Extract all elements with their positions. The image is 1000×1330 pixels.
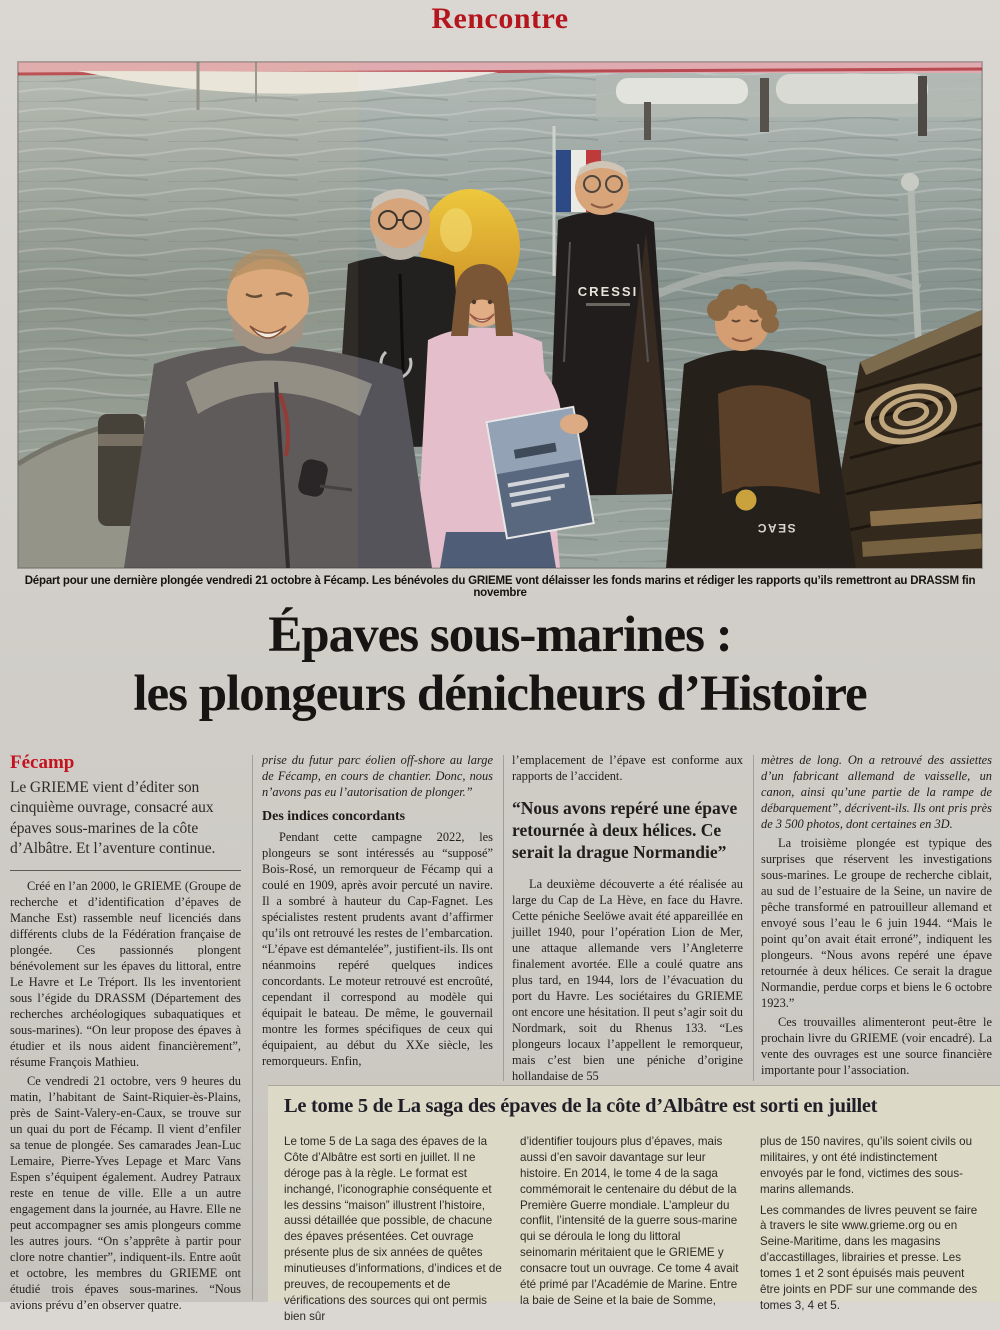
paragraph: Les commandes de livres peuvent se faire à travers le site www.grieme.org ou en Seine-Maritime, dans les magasins d’accastillages, librairies et presse. Les tomes 1 et 2 sont épuisés mais peuvent être joints en PDF sur une commande des tomes 3, 4 et 5. (760, 1203, 978, 1312)
paragraph: d’identifier toujours plus d’épaves, mais aussi d’en savoir davantage sur leur histoire. En 2014, le tome 4 de la saga commémorait le centenaire du début de la Première Guerre mondiale. L’ampleur du conflit, l’intensité de la guerre sous-marine qui se déroula le long du littoral seinomarin méritaient que le GRIEME y consacre tout un ouvrage. Ce tome 4 avait été primé par l’Académie de Marine. Entre la baie de Seine et la baie de Somme, (520, 1135, 739, 1307)
paragraph: Le tome 5 de La saga des épaves de la Côte d’Albâtre est sorti en juillet. Il ne déroge pas à la règle. Le format est inchangé, l’iconographie conséquente et les dessins “maison” illustrent l’histoire, aussi détaillée que possible, de chacune des épaves présentées. Cet ouvrage présente plus de six années de quêtes minutieuses d’informations, d’indices et de preuves, de recoupements et de vérifications des sources qui ont permis bien sûr (284, 1135, 502, 1323)
wetsuit-brand-seac: SEAC (756, 521, 796, 535)
article-column-3 (512, 752, 743, 1087)
article-column-1 (10, 752, 241, 1316)
photo-illustration (18, 62, 982, 568)
article-column-4 (761, 752, 992, 1081)
article-column-2 (262, 752, 493, 1072)
headline-line-2: les plongeurs dénicheurs d’Histoire (133, 666, 867, 723)
column-separator (252, 755, 253, 1300)
box-column-3 (760, 1134, 980, 1319)
paragraph: La troisième plongée est typique des surprises que réservent les investigations sous-marines. Le groupe de recherche ciblait, au sud de l’estuaire de la Seine, un navire de pêche transformé en patrouilleur allemand et envoyé sous l’eau le 6 juin 1944. “Mais le point qu’on avait était erroné”, indiquent les plongeurs. “Nous avons repéré une épave retournée à deux hélices. Ce serait la drague Normandie, perdue corps et biens le 6 octobre 1923.” (761, 836, 992, 1010)
column-separator (503, 755, 504, 1081)
quote-continuation: mètres de long. On a retrouvé des assiettes d’un fabricant allemand de vaisselle, un canon, ainsi qu’une partie de la rampe de débarquement”, décrivent-ils. Ils ont pris près de 3 500 photos, dont certaines en 3D. (761, 753, 992, 831)
paragraph: Ces trouvailles alimenteront peut-être le prochain livre du GRIEME (voir encadré). La vente des ouvrages est une source financière importante pour l’association. (761, 1015, 992, 1077)
paragraph: plus de 150 navires, qu’ils soient civils ou militaires, y ont été indistinctement envoyés par le fond, victimes des sous-marins allemands. (760, 1135, 973, 1196)
photo-caption: Départ pour une dernière plongée vendredi 21 octobre à Fécamp. Les bénévoles du GRIEME vont délaisser les fonds marins et rédiger les rapports qu’ils remettront au DRASSM fin novembre (24, 575, 976, 599)
box-column-1 (284, 1134, 504, 1330)
pull-quote: “Nous avons repéré une épave retournée à deux hélices. Ce serait la drague Normandie” (512, 798, 738, 863)
paragraph-continuation: l’emplacement de l’épave est conforme aux rapports de l’accident. (512, 753, 743, 783)
lede-rule (10, 870, 241, 871)
section-masthead: Rencontre (431, 2, 569, 35)
article-lede: Le GRIEME vient d’éditer son cinquième ouvrage, consacré aux épaves sous-marines de la côte d’Albâtre. Et l’aventure continue. (10, 779, 216, 858)
wetsuit-brand-cressi: CRESSI (577, 284, 639, 299)
paragraph: Créé en l’an 2000, le GRIEME (Groupe de recherche et d’identification d’épaves de Manche Est) rassemble neuf licenciés dans différents clubs de la Fédération française de plongée. Ces passionnés plongent bénévolement sur les épaves du littoral, entre Le Havre et Le Tréport. Ils les inventorient sous l’égide du DRASSM (Département des recherches archéologiques subaquatiques et sous-marines). “On leur propose des épaves à étudier et ils nous aident financièrement”, résume François Mathieu. (10, 878, 241, 1069)
quote-continuation: prise du futur parc éolien off-shore au large de Fécamp, en cours de chantier. Donc, nous n’avons pas eu l’autorisation de plonger.” (262, 753, 493, 799)
box-column-2 (520, 1134, 740, 1314)
dive-gauge (734, 488, 758, 512)
column-separator (753, 755, 754, 1081)
headline-line-1: Épaves sous-marines : (268, 607, 732, 663)
kicker-location: Fécamp (10, 752, 75, 773)
sidebar-box-title: Le tome 5 de La saga des épaves de la côte d’Albâtre est sorti en juillet (284, 1095, 878, 1117)
paragraph: La deuxième découverte a été réalisée au large du Cap de La Hève, en face du Havre. Cette péniche Seelöwe avait été appareillée en juillet 1940, pour l’opération Lion de Mer, une attaque allemande vers l’Angleterre finalement avortée. Elle a coulé quatre ans plus tard, en 1944, lors de l’évacuation du port du Havre. Les sociétaires du GRIEME ont encore une hésitation. Il peut s’agir soit du Nordmark, soit du Rhenus 133. “Les plongeurs locaux l’appellent le remorqueur, mais c’est bien une péniche d’origine hollandaise de 55 (512, 877, 743, 1084)
paragraph: Pendant cette campagne 2022, les plongeurs se sont intéressés au “supposé” Bois-Rosé, un remorqueur de Fécamp qui a coulé en 1909, après avoir percuté un navire. Il a sombré à hauteur du Cap-Fagnet. Les spécialistes restent prudents avant d’affirmer qu’ils ont retrouvé les restes de l’embarcation. “L’épave est démantelée”, justifient-ils. Ils ont néanmoins repéré quelques indices concordants. Le moteur retrouvé est encroûté, cependant il correspond au modèle qui équipait le bateau. De même, le gouvernail montre les formes spécifiques de ceux qui équipaient, au début du XXe siècle, les remorqueurs. Enfin, (262, 830, 493, 1068)
article-photo (18, 62, 982, 568)
article-headline (0, 606, 1000, 724)
paragraph: Ce vendredi 21 octobre, vers 9 heures du matin, l’habitant de Saint-Riquier-ès-Plains, près de Saint-Valery-en-Caux, se trouve sur un quai du port de Fécamp. Il vient d’enfiler sa tenue de plongée. Ses camarades Jean-Luc Lemaire, Pierre-Yves Lepage et Marc Vans Espen s’équipent également. Audrey Patraux reste en tenue de ville. Elle a un autre engagement dans la journée, au Havre. Elle ne peut accompagner ses amis plongeurs comme les autres jours. “On s’apprête à partir pour clore notre chantier”, indiquent-ils. Entre août et octobre, les membres du GRIEME ont étudié trois épaves sous-marines. “Nous avions prévu d’en observer quatre. (10, 1073, 241, 1312)
subhead: Des indices concordants (262, 809, 406, 824)
sunlight-overlay (18, 62, 358, 568)
sidebar-box (268, 1086, 1000, 1323)
